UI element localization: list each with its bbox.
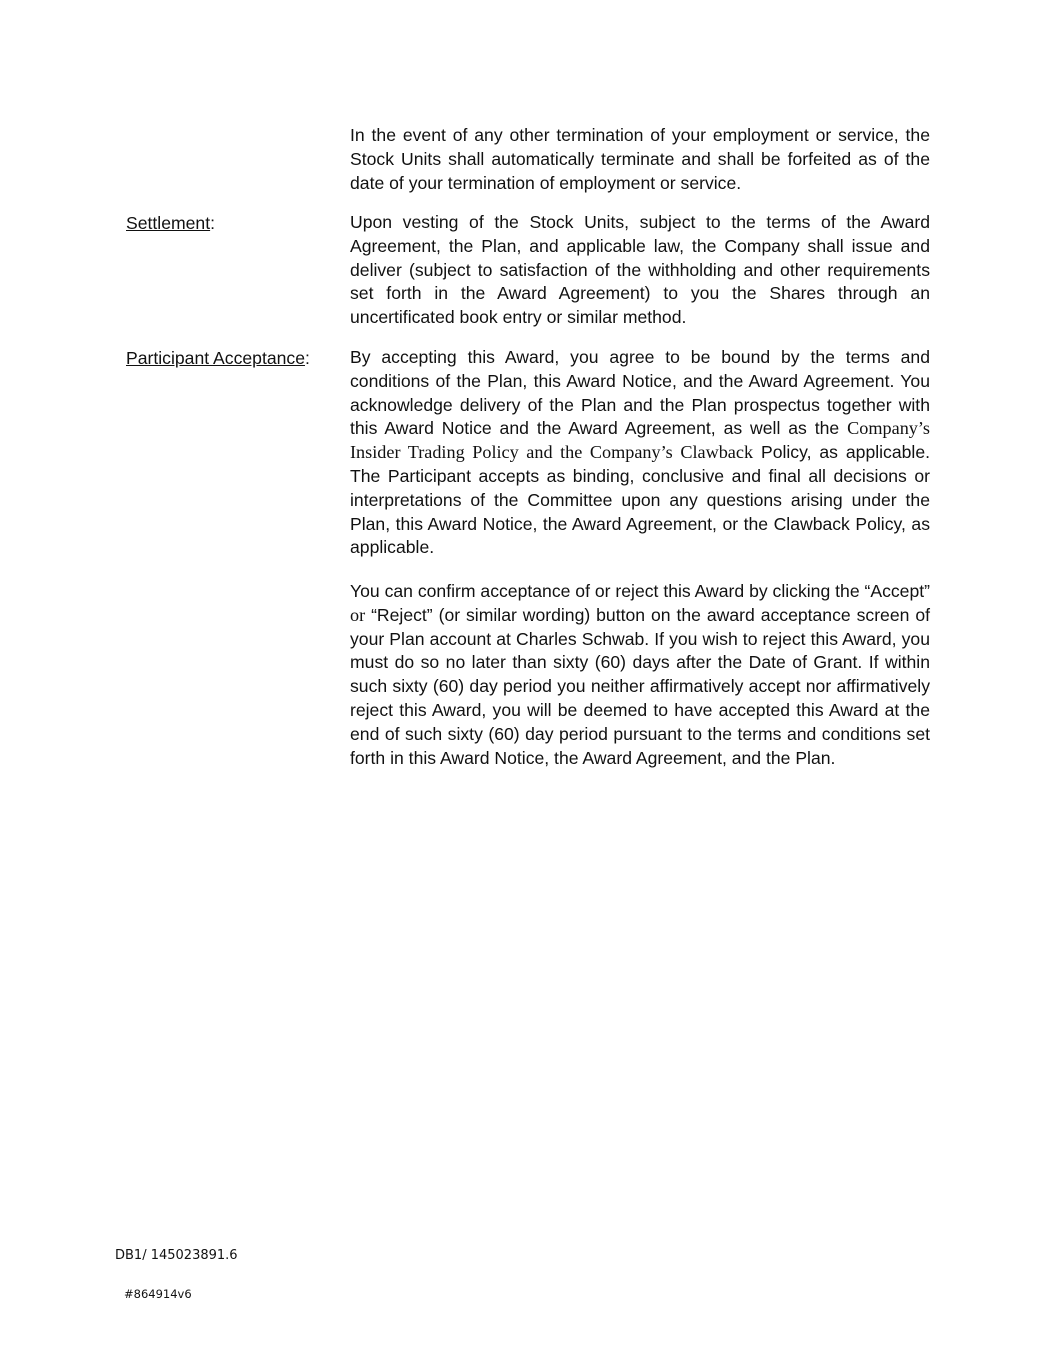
settlement-label: Settlement bbox=[126, 213, 211, 233]
settlement-paragraph: Upon vesting of the Stock Units, subject to the terms of the Award Agreement, the Plan, and applicable law, the Company shall issue and deliver (subject to satisfaction of the withholding and other requirements set forth in the Award Agreement) to you the Shares through an uncertificated book entry or similar method. bbox=[350, 212, 930, 328]
section-label bbox=[126, 211, 341, 235]
acceptance-p1-policy-names: Company’s Insider Trading Policy and the Company’s Clawback bbox=[350, 418, 931, 463]
acceptance-p1-part-c: Policy, as applicable. The Participant accepts as binding, conclusive and final all decisions or interpretations of the Committee upon any questions arising under the Plan, this Award Notice, the Award Agreement, or the Clawback Policy, as applicable. bbox=[350, 442, 930, 558]
footer-doc-id: DB1/ 145023891.6 bbox=[115, 1248, 238, 1263]
participant-acceptance-label: Participant Acceptance bbox=[126, 348, 305, 368]
acceptance-p2-part-a: You can confirm acceptance of or reject this Award by clicking the “Accept” bbox=[350, 581, 930, 601]
footer-version: #864914v6 bbox=[124, 1287, 192, 1301]
acceptance-paragraph-2 bbox=[350, 580, 930, 770]
label-colon: : bbox=[304, 348, 310, 368]
acceptance-p1-part-a: By accepting this Award, you agree to be bound by the terms and conditions of the Plan, this Award Notice, and the Award Agreement. You acknowledge delivery of the Plan and the Plan prospectus together with this Award Notice and the Award Agreement, as well as the bbox=[350, 347, 930, 439]
acceptance-p2-part-b: “Reject” (or similar wording) button on the award acceptance screen of your Plan account at Charles Schwab. If you wish to reject this Award, you must do so no later than sixty (60) days after the Date of Grant. If within such sixty (60) day period you neither affirmatively accept nor affirmatively reject this Award, you will be deemed to have accepted this Award at the end of such sixty (60) day period pursuant to the terms and conditions set forth in this Award Notice, the Award Agreement, and the Plan. bbox=[350, 604, 930, 768]
acceptance-paragraph-1 bbox=[350, 346, 930, 560]
label-colon: : bbox=[210, 213, 215, 233]
section-label bbox=[126, 346, 341, 370]
continuation-paragraph: In the event of any other termination of your employment or service, the Stock Units shall automatically terminate and shall be forfeited as of the date of your termination of employment or service. bbox=[350, 125, 930, 193]
acceptance-p2-or: or bbox=[350, 604, 366, 625]
